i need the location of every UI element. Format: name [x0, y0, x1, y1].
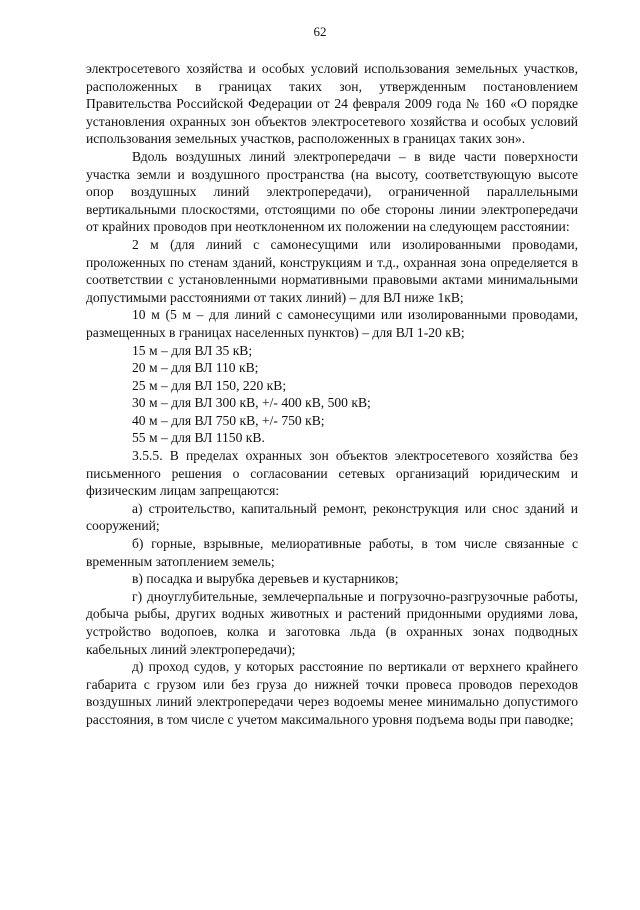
prohibited-item-b: б) горные, взрывные, мелиоративные работы, в том числе связанные с временным затоплением земель;	[86, 536, 578, 569]
page-body	[86, 60, 578, 729]
paragraph-10m-distance: 10 м (5 м – для линий с самонесущими или изолированными проводами, размещенных в границах населенных пунктов) – для ВЛ 1-20 кВ;	[86, 307, 578, 340]
prohibited-item-g: г) дноуглубительные, землечерпальные и погрузочно-разгрузочные работы, добыча рыбы, других водных животных и растений придонными орудиями лова, устройство водопоев, колка и заготовка льда (в охранных зонах подводных кабельных линий электропередачи);	[86, 588, 578, 657]
section-3-5-5: 3.5.5. В пределах охранных зон объектов электросетевого хозяйства без письменного решения о согласовании сетевых организаций юридическим и физическим лицам запрещаются:	[86, 448, 578, 499]
distance-item-150-220kv: 25 м – для ВЛ 150, 220 кВ;	[132, 377, 287, 393]
distance-item-1150kv: 55 м – для ВЛ 1150 кВ.	[132, 430, 265, 446]
prohibited-item-a: а) строительство, капитальный ремонт, реконструкция или снос зданий и сооружений;	[86, 500, 578, 534]
distance-item-35kv: 15 м – для ВЛ 35 кВ;	[132, 342, 253, 358]
paragraph-continuation: электросетевого хозяйства и особых условий использования земельных участков, расположенных в границах таких зон, утвержденным постановлением Правительства Российской Федерации от 24 февраля 2009 года № 160 «О порядке установления охранных зон объектов электросетевого хозяйства и особых условий использования земельных участков, расположенных в границах таких зон».	[86, 61, 578, 147]
prohibited-item-d: д) проход судов, у которых расстояние по вертикали от верхнего крайнего габарита с грузом или без груза до нижней точки провеса проводов переходов воздушных линий электропередачи через водоемы менее минимально допустимого расстояния, в том числе с учетом максимального уровня подъема воды при паводке;	[86, 659, 578, 727]
prohibited-item-v: в) посадка и вырубка деревьев и кустарников;	[132, 571, 399, 587]
paragraph-overhead-lines: Вдоль воздушных линий электропередачи – в виде части поверхности участка земли и воздушного пространства (на высоту, соответствующую высоте опор воздушных линий электропередачи), ограниченной параллельными вертикальными плоскостями, отстоящими по обе стороны линии электропередачи от крайних проводов при неотклоненном их положении на следующем расстоянии:	[86, 148, 578, 235]
paragraph-2m-distance: 2 м (для линий с самонесущими или изолированными проводами, проложенных по стенам зданий, конструкциям и т.д., охранная зона определяется в соответствии с установленными нормативными правовыми актами минимальными допустимыми расстояниями от таких линий) – для ВЛ ниже 1кВ;	[86, 236, 578, 305]
distance-item-110kv: 20 м – для ВЛ 110 кВ;	[132, 360, 259, 376]
page-number: 62	[313, 24, 327, 39]
distance-item-300-500kv: 30 м – для ВЛ 300 кВ, +/- 400 кВ, 500 кВ;	[132, 395, 371, 411]
distance-item-750kv: 40 м – для ВЛ 750 кВ, +/- 750 кВ;	[132, 412, 325, 428]
